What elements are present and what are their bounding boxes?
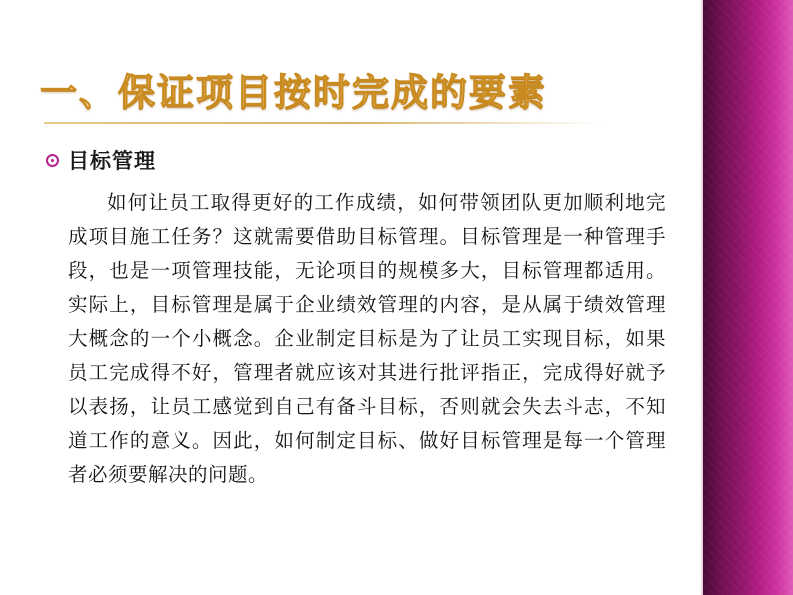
decorative-band-edge (700, 0, 703, 595)
bullet-heading-label: 目标管理 (68, 149, 156, 173)
bullet-heading-row (46, 145, 156, 175)
decorative-right-band (703, 0, 793, 595)
title-underline (44, 122, 604, 124)
ring-bullet-icon (46, 154, 59, 167)
slide-title: 一、保证项目按时完成的要素 (40, 72, 660, 115)
body-paragraph: 如何让员工取得更好的工作成绩，如何带领团队更加顺利地完成项目施工任务？这就需要借助目标管理。目标管理是一种管理手段，也是一项管理技能，无论项目的规模多大，目标管理都适用。实际上，目标管理是属于企业绩效管理的内容，是从属于绩效管理大概念的一个小概念。企业制定目标是为了让员工实现目标，如果员工完成得不好，管理者就应该对其进行批评指正，完成得好就予以表扬，让员工感觉到自己有备斗目标，否则就会失去斗志，不知道工作的意义。因此，如何制定目标、做好目标管理是每一个管理者必须要解决的问题。 (68, 191, 666, 486)
